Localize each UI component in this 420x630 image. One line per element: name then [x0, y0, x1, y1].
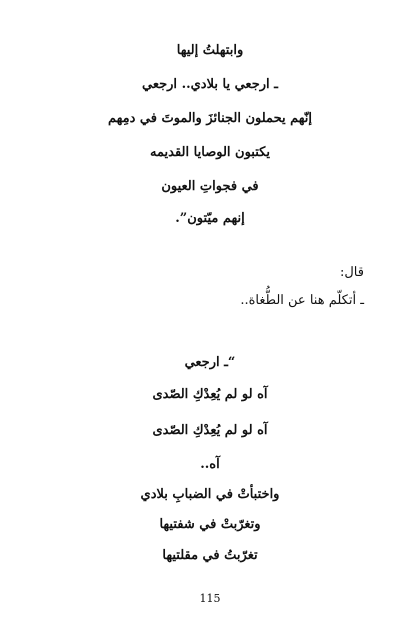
poem-line: وتغرّبتْ في شفتيها: [159, 517, 261, 532]
narration-question: ـ أتكلّم هنا عن الطُّغاة..: [240, 293, 364, 308]
poem-line: إنهم ميّتون”.: [175, 211, 245, 226]
poem-line: آه لو لم يُعِدْكِ الصّدى: [152, 423, 268, 438]
poem-line: ـ ارجعي يا بلادي.. ارجعي: [142, 77, 278, 92]
poem-line: تغرّبتُ في مقلتيها: [162, 548, 258, 563]
poem-line: يكتبون الوصايا القديمه: [150, 145, 270, 160]
poem-line: واختبأتْ في الضبابِ بلادي: [140, 487, 280, 502]
narration-said: قال:: [339, 265, 364, 280]
poem-line: آه..: [200, 457, 220, 472]
poem-line: آه لو لم يُعِدْكِ الصّدى: [152, 387, 268, 402]
poem-line: إنّهم يحملون الجنائزَ والموتَ في دمِهم: [107, 111, 312, 126]
poem-line: في فجواتِ العيون: [161, 179, 259, 194]
poem-line: وابتهلتُ إليها: [176, 43, 244, 58]
page-number: 115: [199, 592, 221, 605]
poem-line: “ـ ارجعي: [184, 355, 236, 370]
